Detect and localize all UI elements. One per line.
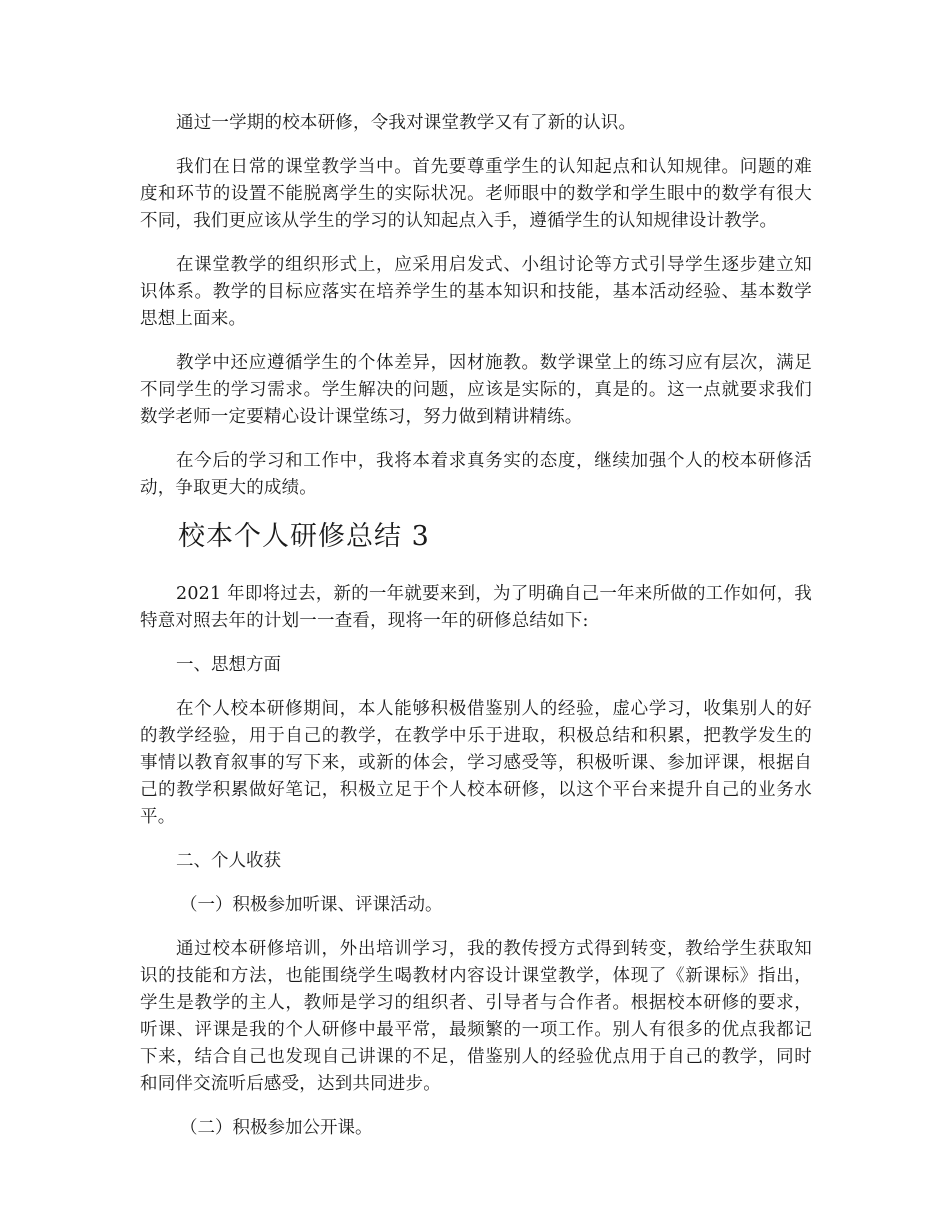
paragraph-organization: 在课堂教学的组织形式上，应采用启发式、小组讨论等方式引导学生逐步建立知识体系。教学的目标应落实在培养学生的基本知识和技能，基本活动经验、基本数学思想上面来。 (140, 255, 812, 329)
subheading-gains: 二、个人收获 (176, 851, 281, 871)
paragraph-cognition: 我们在日常的课堂教学当中。首先要尊重学生的认知起点和认知规律。问题的难度和环节的设置不能脱离学生的实际状况。老师眼中的数学和学生眼中的数学有很大不同，我们更应该从学生的学习的认知起点入手，遵循学生的认知规律设计教学。 (140, 157, 812, 231)
subheading-lessons: （一）积极参加听课、评课活动。 (180, 895, 443, 915)
subheading-thought: 一、思想方面 (176, 655, 281, 675)
paragraph-differences: 教学中还应遵循学生的个体差异，因材施教。数学课堂上的练习应有层次，满足不同学生的学习需求。学生解决的问题，应该是实际的，真是的。这一点就要求我们数学老师一定要精心设计课堂练习，努力做到精讲精练。 (140, 353, 812, 427)
paragraph-lessons: 通过校本研修培训，外出培训学习，我的教传授方式得到转变，教给学生获取知识的技能和方法，也能围绕学生喝教材内容设计课堂教学，体现了《新课标》指出，学生是教学的主人，教师是学习的组织者、引导者与合作者。根据校本研修的要求，听课、评课是我的个人研修中最平常，最频繁的一项工作。别人有很多的优点我都记下来，结合自己也发现自己讲课的不足，借鉴别人的经验优点用于自己的教学，同时和同伴交流听后感受，达到共同进步。 (140, 939, 812, 1094)
paragraph-thought: 在个人校本研修期间，本人能够积极借鉴别人的经验，虚心学习，收集别人的好的教学经验，用于自己的教学，在教学中乐于进取，积极总结和积累，把教学发生的事情以教育叙事的写下来，或新的体会，学习感受等，积极听课、参加评课，根据自己的教学积累做好笔记，积极立足于个人校本研修，以这个平台来提升自己的业务水平。 (140, 699, 812, 827)
paragraph-summary-intro: 2021 年即将过去，新的一年就要来到，为了明确自己一年来所做的工作如何，我特意对照去年的计划一一查看，现将一年的研修总结如下: (140, 584, 812, 631)
section-title: 校本个人研修总结 3 (178, 521, 430, 552)
paragraph-future: 在今后的学习和工作中，我将本着求真务实的态度，继续加强个人的校本研修活动，争取更大的成绩。 (140, 451, 812, 498)
document-body (140, 110, 812, 1159)
paragraph-intro-reflection: 通过一学期的校本研修，令我对课堂教学又有了新的认识。 (176, 113, 637, 133)
subheading-open-class: （二）积极参加公开课。 (180, 1118, 373, 1138)
